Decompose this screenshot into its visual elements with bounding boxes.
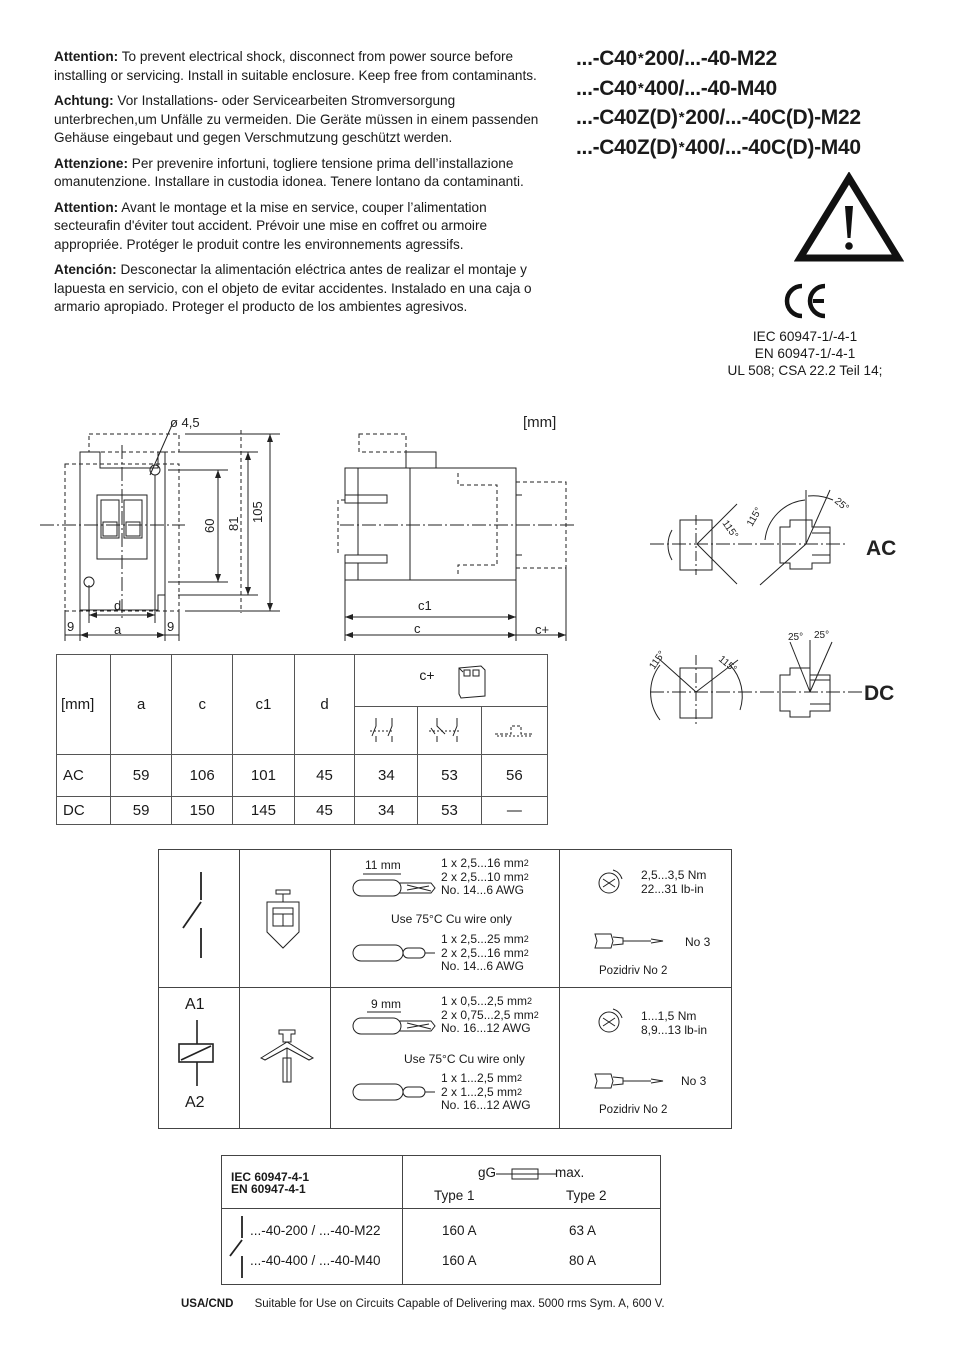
contact-no-icon [355,707,418,755]
warning-en: Attention: To prevent electrical shock, disconnect from power source before installing or servicing. Install in suitable enclosure. Keep free from contaminants. [54,49,537,83]
ac-label: AC [866,537,897,560]
dim-cell: 45 [294,755,355,797]
angle-115-ac-right: 115° [745,505,765,529]
dim-cell: 101 [233,755,294,797]
angle-115-ac-left: 115° [719,518,740,542]
coil-terminal-a2: A2 [185,1094,205,1111]
auxiliary-block-icon [455,660,487,700]
fuse-type-2: Type 2 [566,1188,607,1203]
dim-60: 60 [202,518,217,533]
contact-nc-icon [418,707,481,755]
wire-note-coil: Use 75°C Cu wire only [404,1052,525,1066]
dim-table-header-cplus: c+ [355,655,548,707]
hole-diameter-label: ø 4,5 [170,415,200,430]
footer-note [181,1298,665,1310]
wire-spec-coil-2: 1 x 1...2,5 $mm^2$ 2 x 1...2,5 $mm^2$ No. 16...12 AWG [441,1071,531,1112]
main-contact-symbol-icon [177,870,217,962]
dim-9-right: 9 [167,619,175,634]
fuse-gg-label: gG [478,1165,497,1180]
fuse-row-model: ...-40-400 / ...-40-M40 [250,1253,381,1268]
fuse-max-label: max. [555,1165,585,1180]
fuse-row-type1: 160 A [442,1253,477,1268]
wiring-table [158,849,732,1129]
footer-text: Suitable for Use on Circuits Capable of Delivering max. 5000 rms Sym. A, 600 V. [254,1298,665,1310]
dim-81: 81 [226,516,241,531]
wire-spec-main-2: 1 x 2,5...25 $mm^2$ 2 x 2,5...16 $mm^2$ No. 14...6 AWG [441,932,529,973]
warning-it: Attenzione: Per prevenire infortuni, togliere tensione prima dell’installazione omanutenzione. Installare in custodia idonea. Tenere lontano da contaminanti. [54,155,524,189]
model-line: ...-C40*200/...-40-M22 [576,47,777,70]
angle-115-dc-left: 115° [647,649,668,672]
fuse-type-1: Type 1 [434,1188,475,1203]
drawing-unit-label: [mm] [523,414,557,431]
footer-label: USA/CND [181,1298,234,1310]
dim-table-header-a: a [111,655,172,755]
dim-table-header-c: c [172,655,233,755]
dimension-table [56,654,548,825]
strip-length-coil: 9 mm [371,997,401,1011]
ferrule-wire-icon [351,941,441,967]
warning-triangle-icon [794,172,904,262]
dim-cell: 34 [355,797,418,825]
dim-cell: 45 [294,797,355,825]
dim-cell: 59 [111,797,172,825]
dim-9-left: 9 [67,619,75,634]
dim-cell: 56 [481,755,547,797]
dimension-drawing [0,405,954,655]
model-line: ...-C40*400/...-40-M40 [576,76,777,100]
torque-coil: 1...1,5 Nm 8,9...13 lb-in [641,1009,708,1037]
screwdriver-size-coil: No 3 [681,1074,707,1088]
dim-table-header-d: d [294,655,355,755]
dim-table-header-c1: c1 [233,655,294,755]
standards: IEC 60947-1/-4-1 EN 60947-1/-4-1 UL 508; CSA 22.2 Teil 14; [727,329,883,378]
dim-cell: 53 [418,797,481,825]
warning-es: Atención: Desconectar la alimentación eléctrica antes de realizar el montaje y lapuesta en servicio, con el objeto de evitar accidentes. Instalado en una caja o armario apropiado. Proteger el producto de los ambientes agresivos. [54,262,532,314]
screw-torque-icon [595,1006,625,1036]
warnings-block [54,48,554,324]
fuse-row-type2: 80 A [569,1253,597,1268]
dim-table-unit: [mm] [57,655,111,755]
angle-25-ac: 25° [832,495,851,515]
angle-25-dc-right: 25° [814,630,830,641]
box-terminal-icon [259,888,309,956]
pozidriv-coil: Pozidriv No 2 [599,1104,668,1116]
strip-length-main: 11 mm [365,858,401,872]
switch-symbol-icon [226,1212,252,1282]
fuse-icon [496,1166,556,1182]
model-list [576,45,861,163]
dc-label: DC [864,682,895,705]
fuse-table [221,1155,661,1285]
dim-table-row-label: AC [57,755,111,797]
dc-mounting-diagram [640,620,940,730]
warning-de: Achtung: Vor Installations- oder Servicearbeiten Stromversorgung unterbrechen,um Unfälle zu vermeiden. Die Geräte müssen in einem passenden Gehäuse eingebaut und gegen Verschmutzung geschützt werden. [54,93,539,145]
coil-terminal-a1: A1 [185,996,205,1013]
screwdriver-icon [591,1070,681,1092]
dim-a: a [114,622,122,637]
ce-mark-icon [780,282,830,320]
dim-table-row-label: DC [57,797,111,825]
dim-cell: 53 [418,755,481,797]
model-line: ...-C40Z(D)*200/...-40C(D)-M22 [576,106,861,129]
dim-d: d [114,598,122,613]
wire-spec-coil-1: 1 x 0,5...2,5 $mm^2$ 2 x 0,75...2,5 $mm^2$ No. 16...12 AWG [441,994,539,1035]
coil-terminal-clamp-icon [257,1028,317,1084]
dim-cell: 150 [172,797,233,825]
ferrule-wire-icon [351,1080,441,1106]
timer-icon [481,707,547,755]
dim-105: 105 [250,501,265,523]
angle-115-dc-right: 115° [716,653,739,676]
dim-c1: c1 [418,598,432,613]
fuse-row-type2: 63 A [569,1223,597,1238]
dim-c: c [414,621,421,636]
dim-cell: 106 [172,755,233,797]
stripped-wire-icon [351,1010,441,1040]
wire-spec-main-1: 1 x 2,5...16 $mm^2$ 2 x 2,5...10 $mm^2$ No. 14...6 AWG [441,856,529,897]
fuse-standards: IEC 60947-4-1 EN 60947-4-1 [231,1170,310,1196]
torque-main: 2,5...3,5 Nm 22...31 lb-in [641,868,707,896]
screw-torque-icon [595,867,625,897]
screwdriver-size-main: No 3 [685,935,711,949]
screwdriver-icon [591,930,681,952]
stripped-wire-icon [351,872,441,902]
model-line: ...-C40Z(D)*400/...-40C(D)-M40 [576,135,861,159]
wire-note-main: Use 75°C Cu wire only [391,912,512,926]
pozidriv-main: Pozidriv No 2 [599,965,668,977]
fuse-row-model: ...-40-200 / ...-40-M22 [250,1223,381,1238]
dim-cell: 34 [355,755,418,797]
dim-cell: 145 [233,797,294,825]
dim-c-plus: c+ [535,622,550,637]
coil-symbol-icon [175,1018,219,1088]
warning-fr: Attention: Avant le montage et la mise en service, couper l’alimentation secteurafin d'éviter tout accident. Prévoir une mise en coffret ou armoire appropriée. Protéger le produit contre les environnements agressifs. [54,199,488,252]
dim-cell: 59 [111,755,172,797]
fuse-row-type1: 160 A [442,1223,477,1238]
angle-25-dc-left: 25° [788,632,804,643]
dim-cell: — [481,797,547,825]
